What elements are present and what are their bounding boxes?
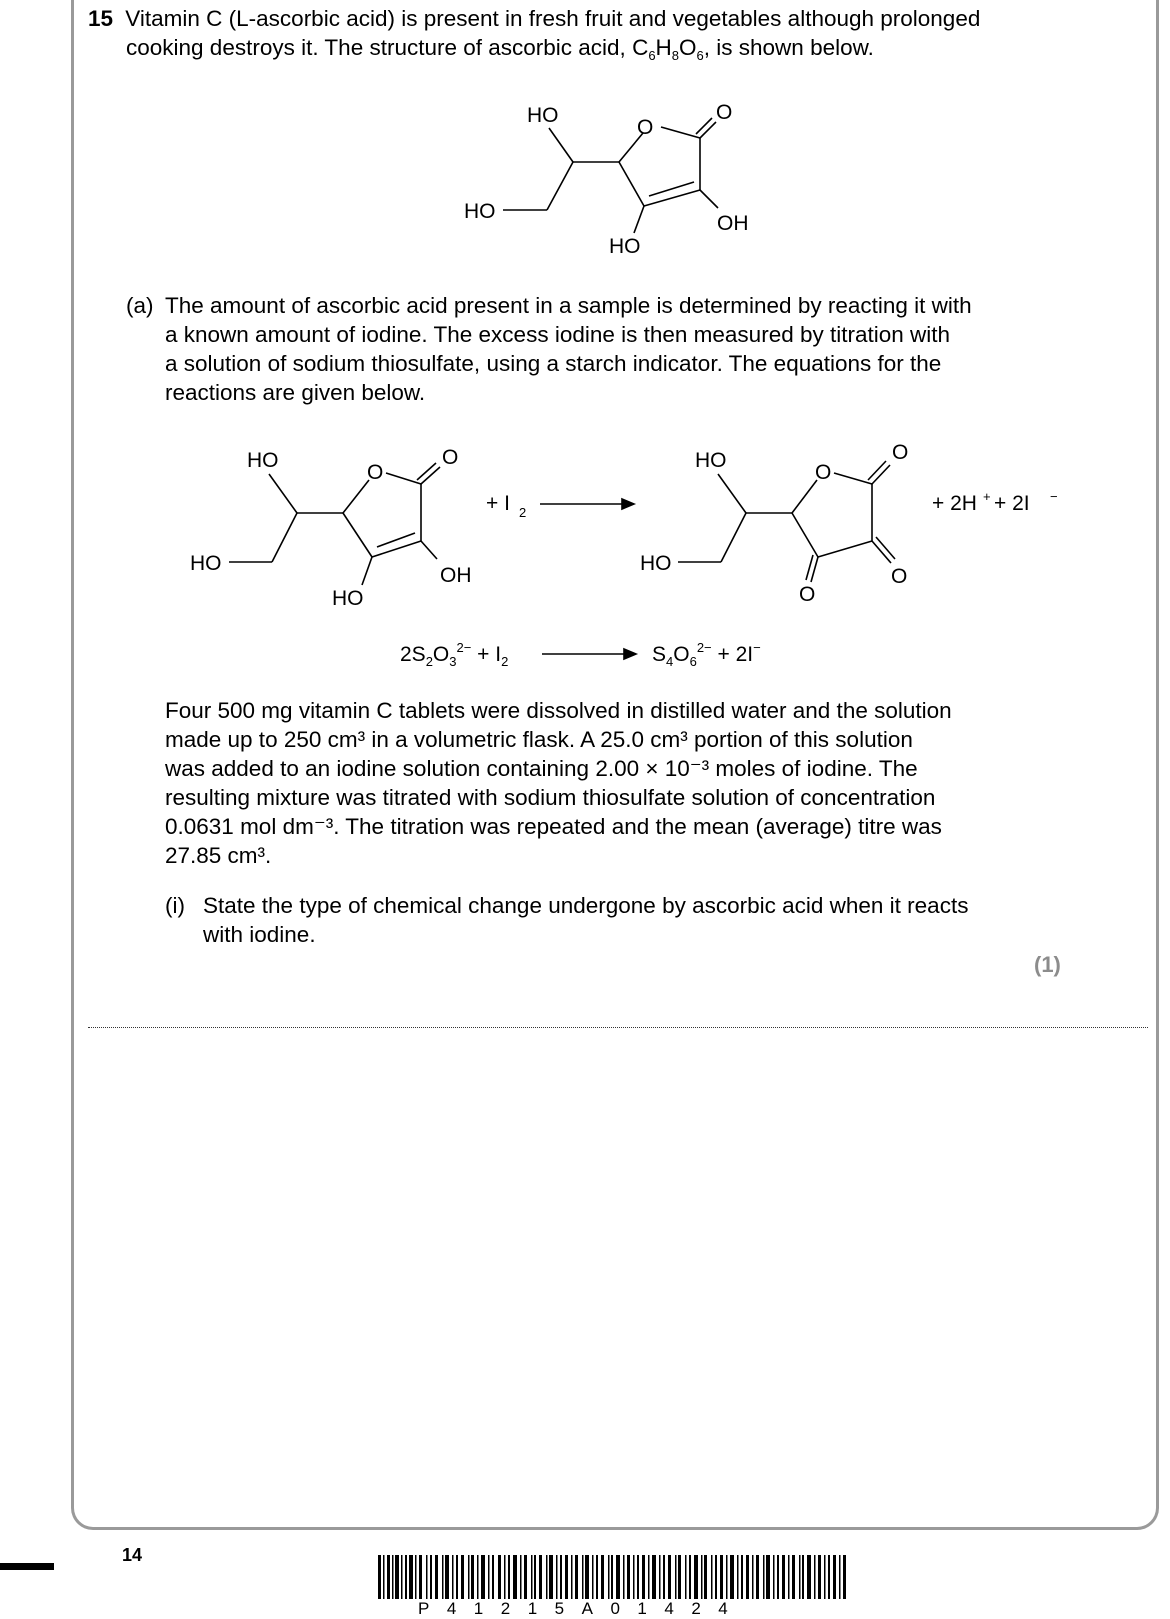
equation-1-products: + 2H xyxy=(932,492,977,515)
page-number: 14 xyxy=(122,1545,143,1565)
part-i-label: (i) xyxy=(165,893,185,918)
barcode-text: P41215A01424 xyxy=(418,1599,746,1618)
bond xyxy=(634,206,644,233)
label-ring-o: O xyxy=(637,116,654,139)
bond xyxy=(619,162,644,206)
equation-1-products-2: + 2I xyxy=(994,492,1030,515)
question-number: 15 xyxy=(88,6,114,31)
bond xyxy=(619,133,643,162)
iodine-subscript: 2 xyxy=(519,505,527,520)
label-ho: HO xyxy=(190,552,222,575)
ascorbic-acid-structure xyxy=(0,0,1170,270)
label-ring-o: O xyxy=(367,461,384,484)
bond xyxy=(700,190,718,208)
data-line-2: made up to 250 cm³ in a volumetric flask. A 25.0 cm³ portion of this solution xyxy=(165,727,913,752)
label-ho: HO xyxy=(609,235,641,258)
label-carbonyl-o: O xyxy=(891,565,908,588)
margin-bar xyxy=(0,1563,54,1570)
bond xyxy=(386,473,421,484)
equation-2-products: $S_4O_6^{2-} + 2I^-$ xyxy=(652,640,761,669)
barcode xyxy=(378,1555,858,1599)
bond xyxy=(362,557,372,585)
label-carbonyl-o: O xyxy=(442,446,459,469)
data-line-4: resulting mixture was titrated with sodium thiosulfate solution of concentration xyxy=(165,785,936,810)
bond xyxy=(834,473,872,484)
bond xyxy=(661,127,700,138)
data-line-3: was added to an iodine solution containing 2.00 × 10⁻³ moles of iodine. The xyxy=(165,756,918,781)
bond xyxy=(644,190,700,206)
part-a-line-4: reactions are given below. xyxy=(165,380,426,405)
label-ho: HO xyxy=(464,200,496,223)
bond xyxy=(549,128,573,162)
label-ho: HO xyxy=(695,449,727,472)
intro-line-2: cooking destroys it. The structure of ascorbic acid, $C_6H_8O_6$, is shown below. xyxy=(126,35,874,63)
arrow-head xyxy=(622,499,634,509)
label-ho: HO xyxy=(527,104,559,127)
part-i-line-1: State the type of chemical change undergone by ascorbic acid when it reacts xyxy=(203,893,969,918)
bond xyxy=(872,465,890,484)
part-i-line-2: with iodine. xyxy=(203,922,316,947)
part-a-line-2: a known amount of iodine. The excess iodine is then measured by titration with xyxy=(165,322,951,347)
bond xyxy=(818,541,872,557)
bond xyxy=(721,513,746,562)
bond xyxy=(696,118,712,134)
label-carbonyl-o: O xyxy=(799,583,816,606)
bond xyxy=(269,474,297,513)
bond xyxy=(700,122,716,138)
label-ring-o: O xyxy=(815,461,832,484)
data-line-5: 0.0631 mol dm⁻³. The titration was repeated and the mean (average) titre was xyxy=(165,814,942,839)
intro-line-1: Vitamin C (L-ascorbic acid) is present in fresh fruit and vegetables although prolonged xyxy=(125,6,981,31)
label-ho: HO xyxy=(332,587,364,610)
part-a-line-1: The amount of ascorbic acid present in a sample is determined by reacting it with xyxy=(165,293,972,318)
bond xyxy=(417,463,436,480)
equation-1 xyxy=(0,440,1170,620)
label-ho: HO xyxy=(247,449,279,472)
data-line-6: 27.85 cm³. xyxy=(165,843,272,868)
bond xyxy=(372,541,421,557)
bond xyxy=(421,467,440,484)
answer-line[interactable] xyxy=(88,1027,1148,1028)
bond xyxy=(343,480,369,513)
bond xyxy=(547,162,573,210)
label-ho: HO xyxy=(640,552,672,575)
bond xyxy=(421,541,437,559)
bond xyxy=(792,480,817,513)
bond xyxy=(868,461,886,480)
marks-indicator: (1) xyxy=(1034,952,1061,977)
part-a-label: (a) xyxy=(126,293,154,318)
part-a-line-3: a solution of sodium thiosulfate, using a starch indicator. The equations for the xyxy=(165,351,942,376)
i-charge: − xyxy=(1050,489,1058,504)
bond xyxy=(272,513,297,562)
equation-2-arrow xyxy=(0,640,1170,670)
label-oh: OH xyxy=(717,212,749,235)
equation-2-reactants: $2S_2O_3^{2-} + I_2$ xyxy=(400,640,509,669)
plus-iodine: + I xyxy=(486,492,510,515)
bond xyxy=(718,474,746,513)
label-oh: OH xyxy=(440,564,472,587)
data-line-1: Four 500 mg vitamin C tablets were dissolved in distilled water and the solution xyxy=(165,698,952,723)
label-carbonyl-o: O xyxy=(892,441,909,464)
arrow-head xyxy=(624,649,636,659)
bond xyxy=(792,513,818,557)
bond xyxy=(343,513,372,557)
label-carbonyl-o: O xyxy=(716,101,733,124)
h-charge: + xyxy=(983,489,991,504)
